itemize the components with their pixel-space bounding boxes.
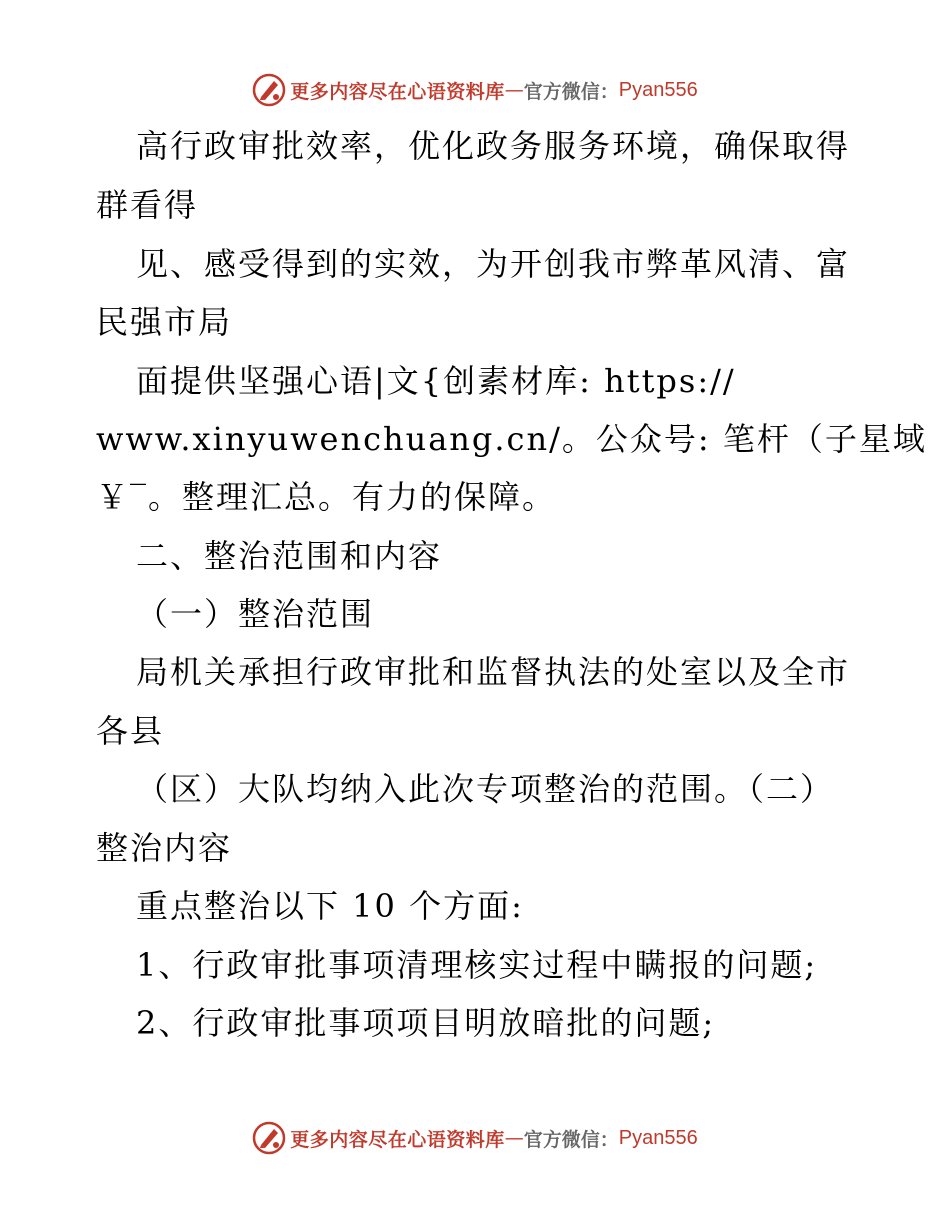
watermark-text: 更多内容尽在心语资料库: [290, 1128, 505, 1151]
watermark-wechat-label: 官方微信：: [523, 80, 619, 103]
list-item: 1、行政审批事项清理核实过程中瞒报的问题;: [136, 946, 818, 984]
watermark-wechat-id: Pyan556: [618, 78, 698, 101]
section-heading: 二、整治范围和内容: [136, 537, 443, 575]
subsection-heading: （一）整治范围: [136, 595, 375, 633]
list-item: 2、行政审批事项项目明放暗批的问题;: [136, 1004, 716, 1042]
brand-logo-icon: [252, 73, 286, 107]
paragraph-line: 重点整治以下 10 个方面:: [136, 887, 524, 925]
watermark-text: 更多内容尽在心语资料库: [290, 80, 505, 103]
paragraph-line: 群看得: [96, 186, 199, 224]
paragraph-line: 各县: [96, 712, 165, 750]
watermark-dash: —: [504, 79, 524, 101]
paragraph-line: 民强市局: [96, 303, 233, 341]
paragraph-line: ￥‾。整理汇总。有力的保障。: [96, 478, 557, 516]
subsection-heading: 整治内容: [96, 829, 233, 867]
paragraph-line: 面提供坚强心语|文{创素材库: https://: [136, 362, 736, 400]
header-watermark: [0, 70, 950, 110]
paragraph-line: www.xinyuwenchuang.cn/。公众号: 笔杆（子星域: [96, 420, 927, 458]
paragraph-line: 见、感受得到的实效，为开创我市弊革风清、富: [136, 245, 851, 283]
footer-watermark: [0, 1118, 950, 1158]
paragraph-line: （区）大队均纳入此次专项整治的范围。（二）: [136, 770, 835, 808]
paragraph-line: 局机关承担行政审批和监督执法的处室以及全市: [136, 653, 851, 691]
watermark-wechat-id: Pyan556: [618, 1126, 698, 1149]
brand-logo-icon: [252, 1121, 286, 1155]
watermark-dash: —: [504, 1127, 524, 1149]
paragraph-line: 高行政审批效率，优化政务服务环境，确保取得: [136, 127, 851, 165]
watermark-wechat-label: 官方微信：: [523, 1128, 619, 1151]
